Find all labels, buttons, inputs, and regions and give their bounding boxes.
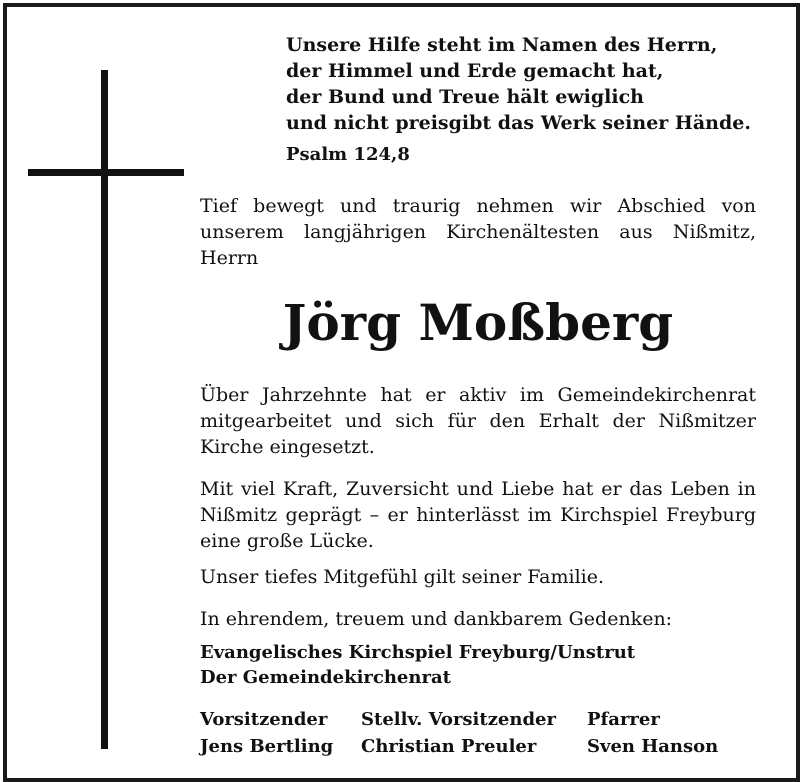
paragraph-line: Mit viel Kraft, Zuversicht und Liebe hat er das Leben in [200, 478, 756, 500]
paragraph-line: Über Jahrzehnte hat er aktiv im Gemeindekirchenrat [200, 384, 756, 406]
paragraph-line: eine große Lücke. [200, 530, 374, 552]
verse-line: der Bund und Treue hält ewiglich [286, 86, 644, 108]
organization-name: Evangelisches Kirchspiel Freyburg/Unstrut [200, 642, 636, 663]
verse-line: Unsere Hilfe steht im Namen des Herrn, [286, 34, 718, 56]
closing-text: In ehrendem, treuem und dankbarem Gedenken: [200, 608, 673, 630]
paragraph-legacy [200, 476, 756, 554]
deceased-name: Jörg Moßberg [282, 293, 674, 352]
signatory-role: Pfarrer [587, 709, 660, 730]
paragraph-line: Kirche eingesetzt. [200, 436, 375, 458]
intro-line: Herrn [200, 247, 259, 269]
paragraph-line: mitgearbeitet und sich für den Erhalt der Nißmitzer [200, 410, 756, 432]
signatory-pastor [587, 706, 718, 760]
bible-verse [286, 32, 766, 136]
verse-line: und nicht preisgibt das Werk seiner Hände. [286, 112, 751, 134]
verse-reference: Psalm 124,8 [286, 144, 410, 165]
intro-line: Tief bewegt und traurig nehmen wir Abschied von [200, 195, 756, 217]
condolence-text: Unser tiefes Mitgefühl gilt seiner Familie. [200, 566, 605, 588]
signatory-name: Jens Bertling [200, 736, 334, 757]
intro-line: unserem langjährigen Kirchenältesten aus Nißmitz, [200, 221, 756, 243]
paragraph-service [200, 382, 756, 460]
organization-council: Der Gemeindekirchenrat [200, 667, 451, 688]
signatory-name: Christian Preuler [361, 736, 537, 757]
signatory-role: Vorsitzender [200, 709, 328, 730]
signatory-role: Stellv. Vorsitzender [361, 709, 556, 730]
signatory-name: Sven Hanson [587, 736, 719, 757]
signatory-vice-chair [361, 706, 556, 760]
intro-text [200, 193, 756, 271]
paragraph-line: Nißmitz geprägt – er hinterlässt im Kirchspiel Freyburg [200, 504, 756, 526]
organization [200, 640, 756, 690]
cross-horizontal-bar [28, 169, 184, 176]
signatory-chair [200, 706, 333, 760]
verse-line: der Himmel und Erde gemacht hat, [286, 60, 664, 82]
